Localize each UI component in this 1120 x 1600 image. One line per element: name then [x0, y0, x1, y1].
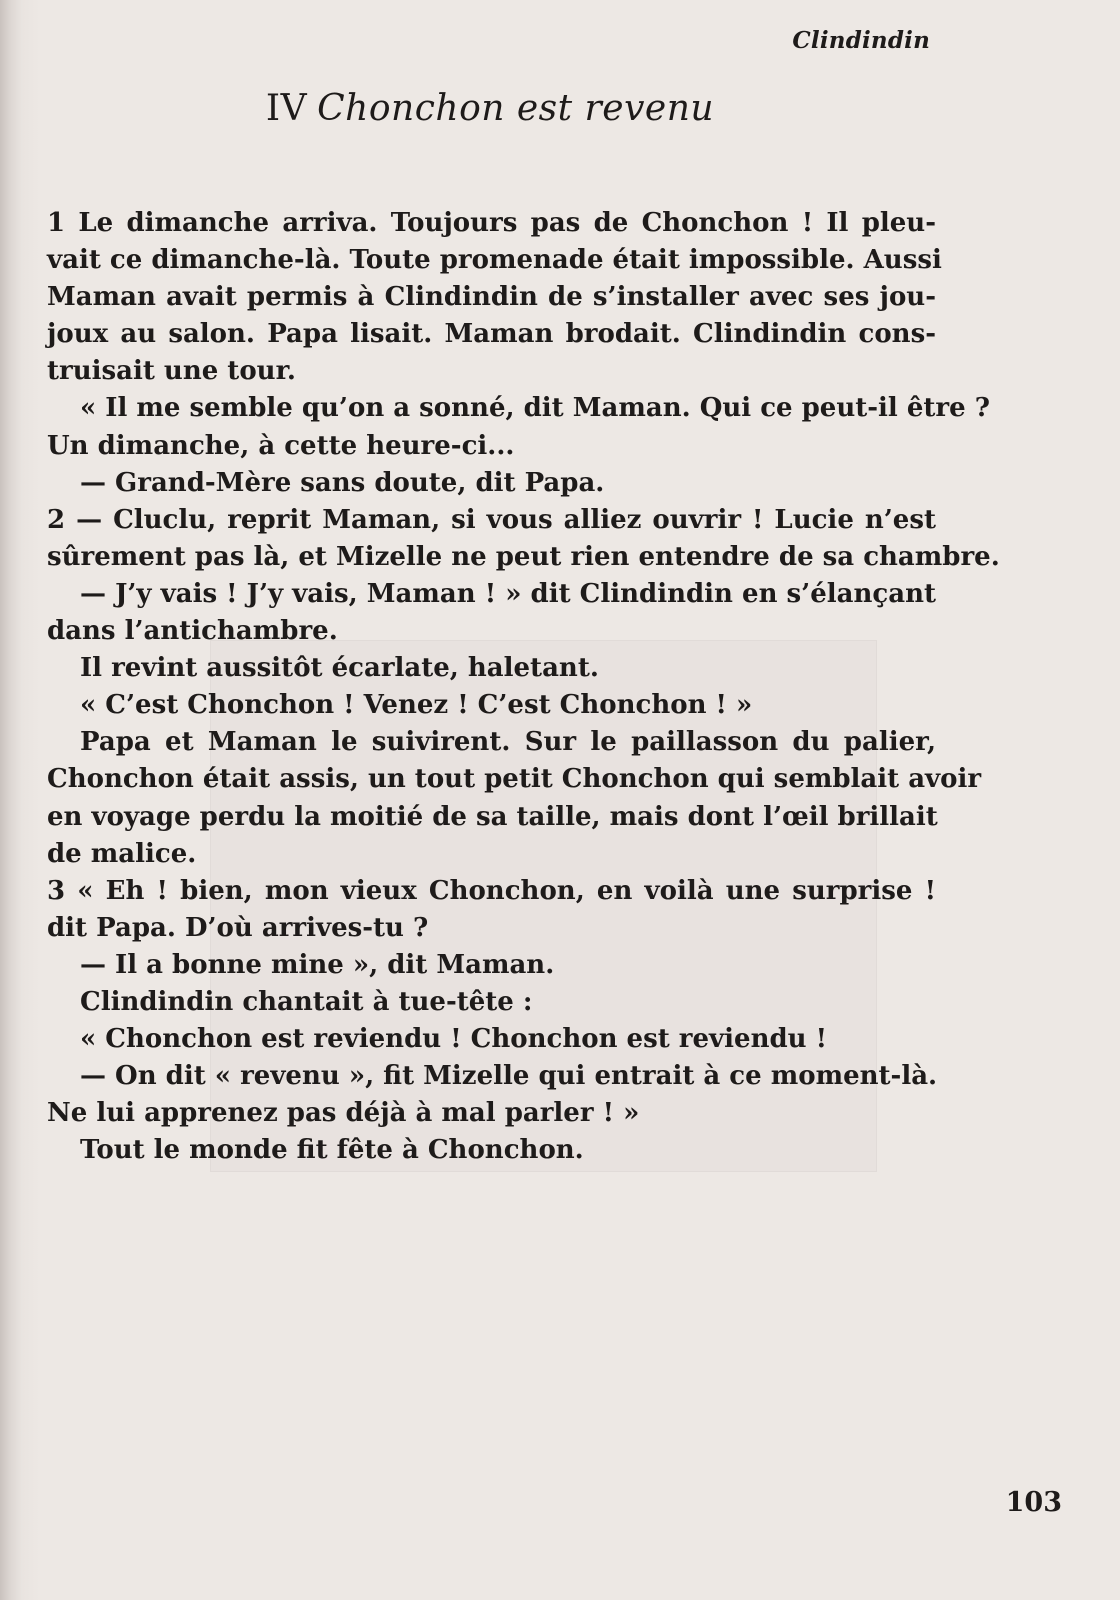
text-line: sûrement pas là, et Mizelle ne peut rien entendre de sa chambre.	[47, 541, 1000, 572]
text-line: — Il a bonne mine », dit Maman.	[80, 949, 555, 980]
text-line: Il revint aussitôt écarlate, haletant.	[80, 653, 599, 684]
body-text	[47, 205, 1000, 1169]
text-line: « Il me semble qu’on a sonné, dit Maman. Qui ce peut-il être ?	[80, 393, 990, 424]
text-line: Clindindin chantait à tue-tête :	[80, 986, 533, 1017]
text-line: de malice.	[47, 838, 197, 869]
text-line: « C’est Chonchon ! Venez ! C’est Chonchon ! »	[80, 690, 753, 721]
text-line: 2 — Cluclu, reprit Maman, si vous alliez ouvrir ! Lucie n’est	[47, 504, 936, 535]
text-line: 3 « Eh ! bien, mon vieux Chonchon, en voilà une surprise !	[47, 875, 936, 906]
text-line: 1 Le dimanche arriva. Toujours pas de Chonchon ! Il pleu-	[47, 208, 936, 238]
chapter-title	[0, 88, 980, 129]
text-line: Maman avait permis à Clindindin de s’installer avec ses jou-	[47, 282, 936, 313]
text-line: Chonchon était assis, un tout petit Chonchon qui semblait avoir	[47, 764, 982, 795]
text-line: Tout le monde fit fête à Chonchon.	[80, 1135, 584, 1166]
text-line: joux au salon. Papa lisait. Maman brodait. Clindindin cons-	[47, 319, 936, 350]
text-line: « Chonchon est reviendu ! Chonchon est reviendu !	[80, 1024, 828, 1055]
text-line: truisait une tour.	[47, 356, 296, 387]
text-line: Papa et Maman le suivirent. Sur le paillasson du palier,	[80, 727, 936, 758]
text-line: en voyage perdu la moitié de sa taille, mais dont l’œil brillait	[47, 801, 938, 832]
text-line: dit Papa. D’où arrives-tu ?	[47, 912, 429, 943]
text-line: Ne lui apprenez pas déjà à mal parler ! »	[47, 1098, 640, 1129]
text-line: dans l’antichambre.	[47, 616, 338, 647]
running-head: Clindindin	[792, 27, 930, 54]
text-line: vait ce dimanche-là. Toute promenade était impossible. Aussi	[47, 245, 942, 276]
chapter-number: IV	[265, 88, 308, 129]
text-line: — J’y vais ! J’y vais, Maman ! » dit Clindindin en s’élançant	[80, 578, 936, 609]
text-line: — On dit « revenu », fit Mizelle qui entrait à ce moment-là.	[80, 1061, 938, 1092]
text-line: — Grand-Mère sans doute, dit Papa.	[80, 467, 605, 498]
text-line: Un dimanche, à cette heure-ci...	[47, 430, 515, 461]
page-number: 103	[1005, 1487, 1062, 1518]
chapter-name: Chonchon est revenu	[317, 88, 715, 129]
